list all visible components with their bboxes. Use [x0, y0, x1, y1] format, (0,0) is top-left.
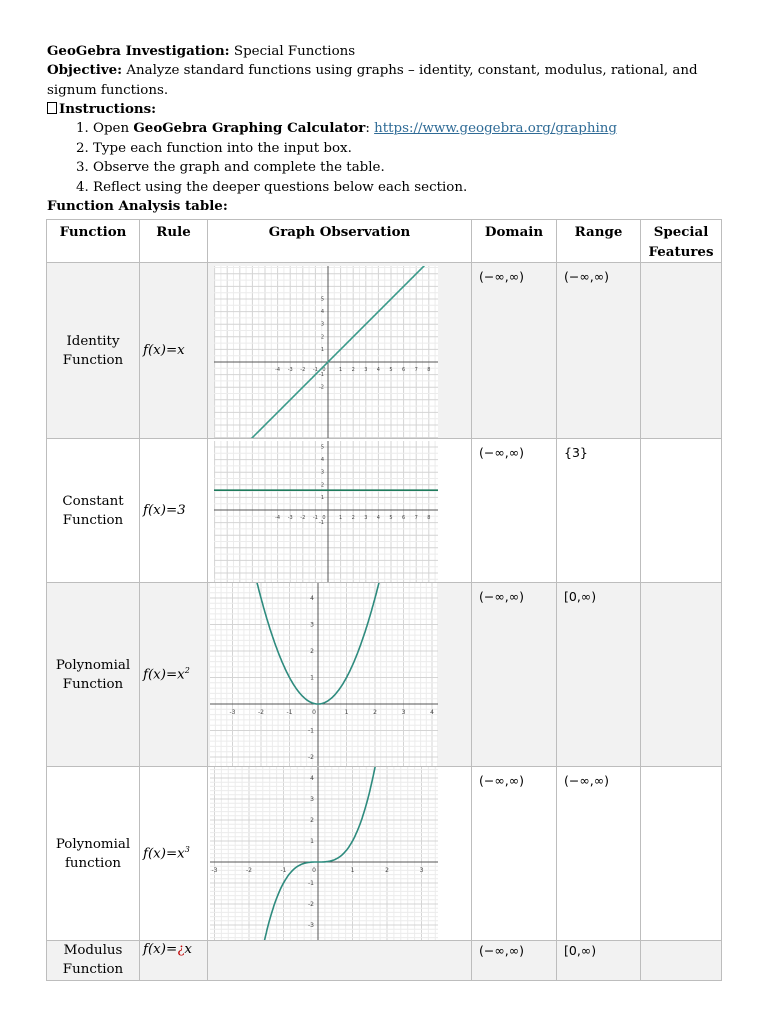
y-tick-label: 2 — [320, 482, 324, 489]
x-tick-label: -1 — [312, 515, 318, 521]
instructions-label: Instructions: — [47, 100, 723, 119]
x-tick-label: 6 — [402, 367, 406, 373]
x-tick-label: 7 — [414, 367, 418, 373]
function-name: Polynomial function — [47, 767, 140, 941]
x-tick-label: -2 — [246, 867, 252, 874]
col-header-graph: Graph Observation — [208, 220, 472, 263]
table-row — [47, 583, 722, 767]
features-value — [641, 941, 722, 981]
x-tick-label: -1 — [312, 367, 318, 373]
x-tick-label: 1 — [344, 709, 349, 716]
x-tick-label: 0 — [312, 867, 316, 874]
x-tick-label: 6 — [402, 515, 406, 521]
graph-mask — [208, 583, 210, 766]
instruction-step: 1. Open GeoGebra Graphing Calculator: https://www.geogebra.org/graphing — [93, 119, 723, 139]
table-row — [47, 767, 722, 941]
x-tick-label: 1 — [350, 867, 355, 874]
instructions-list — [47, 119, 723, 197]
x-tick-label: -2 — [300, 367, 306, 373]
graph-square — [208, 583, 472, 767]
x-tick-label: 2 — [373, 709, 377, 716]
features-value — [641, 583, 722, 767]
y-tick-label: 1 — [310, 674, 314, 682]
function-rule: $f(x)=x^3$ — [140, 767, 208, 941]
table-header-row — [47, 220, 722, 263]
constant-graph-plot — [208, 439, 472, 582]
function-name: Identity Function — [47, 263, 140, 439]
x-tick-label: -3 — [287, 367, 293, 373]
x-tick-label: -4 — [275, 367, 281, 373]
x-tick-label: 1 — [339, 515, 343, 521]
x-tick-label: 1 — [339, 367, 343, 373]
x-tick-label: -2 — [258, 709, 264, 716]
x-tick-label: -4 — [275, 515, 281, 521]
graph-identity — [208, 263, 472, 439]
y-tick-label: 2 — [310, 648, 314, 655]
x-tick-label: 0 — [312, 709, 316, 716]
y-tick-label: 3 — [320, 321, 324, 328]
function-analysis-table — [46, 219, 722, 981]
document-page — [47, 42, 723, 216]
graph-modulus — [208, 941, 472, 981]
features-value — [641, 767, 722, 941]
range-value: (−∞,∞) — [557, 263, 641, 439]
table-row — [47, 941, 722, 981]
domain-value: (−∞,∞) — [472, 767, 557, 941]
y-tick-label: 3 — [310, 796, 314, 803]
x-tick-label: 3 — [419, 867, 424, 874]
x-tick-label: 3 — [401, 709, 406, 716]
identity-graph-plot — [208, 263, 472, 438]
x-tick-label: -1 — [286, 709, 293, 716]
col-header-function: Function — [47, 220, 140, 263]
x-tick-label: 8 — [427, 515, 431, 521]
y-tick-label: 2 — [310, 817, 314, 824]
graph-mask — [208, 439, 214, 582]
graph-mask — [438, 263, 472, 438]
geogebra-link[interactable]: https://www.geogebra.org/graphing — [374, 121, 617, 137]
y-tick-label: -1 — [319, 520, 324, 527]
x-tick-label: -1 — [280, 867, 287, 874]
domain-value: (−∞,∞) — [472, 439, 557, 583]
x-tick-label: -3 — [287, 515, 293, 521]
x-tick-label: 4 — [376, 367, 380, 373]
y-tick-label: 2 — [320, 334, 324, 341]
graph-mask — [208, 263, 214, 438]
x-tick-label: 2 — [385, 867, 389, 874]
graph-mask — [208, 263, 472, 266]
doc-title: GeoGebra Investigation: Special Functions — [47, 43, 356, 59]
function-name: Polynomial Function — [47, 583, 140, 767]
y-tick-label: 1 — [320, 494, 324, 501]
instruction-step: 4. Reflect using the deeper questions below each section. — [93, 178, 723, 198]
y-tick-label: 1 — [320, 346, 324, 353]
y-tick-label: -2 — [308, 901, 314, 908]
range-value: {3} — [557, 439, 641, 583]
graph-mask — [438, 583, 472, 766]
domain-value: (−∞,∞) — [472, 583, 557, 767]
col-header-domain: Domain — [472, 220, 557, 263]
range-value: [0,∞) — [557, 941, 641, 981]
col-header-features: Special Features — [641, 220, 722, 263]
table-heading: Function Analysis table: — [47, 198, 228, 215]
x-tick-label: 2 — [351, 515, 355, 521]
range-value: [0,∞) — [557, 583, 641, 767]
table-row — [47, 439, 722, 583]
y-tick-label: 4 — [320, 457, 324, 464]
y-tick-label: 5 — [320, 444, 324, 451]
x-tick-label: 7 — [414, 515, 418, 521]
function-name: Constant Function — [47, 439, 140, 583]
x-tick-label: -2 — [300, 515, 306, 521]
y-tick-label: -3 — [308, 922, 314, 929]
y-tick-label: -1 — [319, 372, 324, 379]
y-tick-label: -2 — [308, 754, 314, 761]
graph-mask — [438, 767, 472, 940]
x-tick-label: 5 — [389, 515, 393, 521]
square-graph-plot — [208, 583, 472, 766]
x-tick-label: 2 — [351, 367, 355, 373]
x-tick-label: 4 — [376, 515, 380, 521]
table-row — [47, 263, 722, 439]
y-tick-label: 3 — [320, 469, 324, 476]
x-tick-label: 8 — [427, 367, 431, 373]
y-tick-label: 3 — [310, 621, 314, 629]
y-tick-label: -2 — [319, 384, 324, 391]
range-value: (−∞,∞) — [557, 767, 641, 941]
x-tick-label: -3 — [211, 867, 218, 874]
y-tick-label: 4 — [320, 309, 324, 316]
x-tick-label: 4 — [430, 709, 434, 716]
x-tick-label: 0 — [322, 515, 326, 521]
graph-mask — [208, 767, 210, 940]
domain-value: (−∞,∞) — [472, 263, 557, 439]
function-rule: f(x)=x — [140, 263, 208, 439]
col-header-range: Range — [557, 220, 641, 263]
function-name: Modulus Function — [47, 941, 140, 981]
y-tick-label: 4 — [310, 595, 314, 602]
y-tick-label: 4 — [310, 775, 314, 782]
objective-cont: signum functions. — [47, 82, 169, 98]
x-tick-label: 3 — [364, 367, 368, 373]
function-rule: $f(x)=x^2$ — [140, 583, 208, 767]
x-tick-label: 5 — [389, 367, 393, 373]
x-tick-label: -3 — [229, 709, 236, 716]
graph-mask — [438, 439, 472, 582]
y-tick-label: -1 — [308, 727, 314, 735]
graph-mask — [208, 439, 472, 441]
objective: Objective: Analyze standard functions using graphs – identity, constant, modulus, rational, and — [47, 62, 698, 79]
x-tick-label: 0 — [322, 367, 326, 373]
features-value — [641, 439, 722, 583]
graph-constant — [208, 439, 472, 583]
function-rule: f(x)=¿x — [140, 941, 208, 981]
instruction-step: 3. Observe the graph and complete the table. — [93, 158, 723, 178]
cube-graph-plot — [208, 767, 472, 940]
features-value — [641, 263, 722, 439]
missing-glyph-icon — [47, 102, 57, 114]
function-rule: f(x)=3 — [140, 439, 208, 583]
y-tick-label: 1 — [310, 838, 314, 845]
domain-value: (−∞,∞) — [472, 941, 557, 981]
y-tick-label: 5 — [320, 296, 324, 303]
y-tick-label: -1 — [308, 880, 314, 887]
x-tick-label: 3 — [364, 515, 368, 521]
graph-cube — [208, 767, 472, 941]
col-header-rule: Rule — [140, 220, 208, 263]
instruction-step: 2. Type each function into the input box. — [93, 139, 723, 159]
